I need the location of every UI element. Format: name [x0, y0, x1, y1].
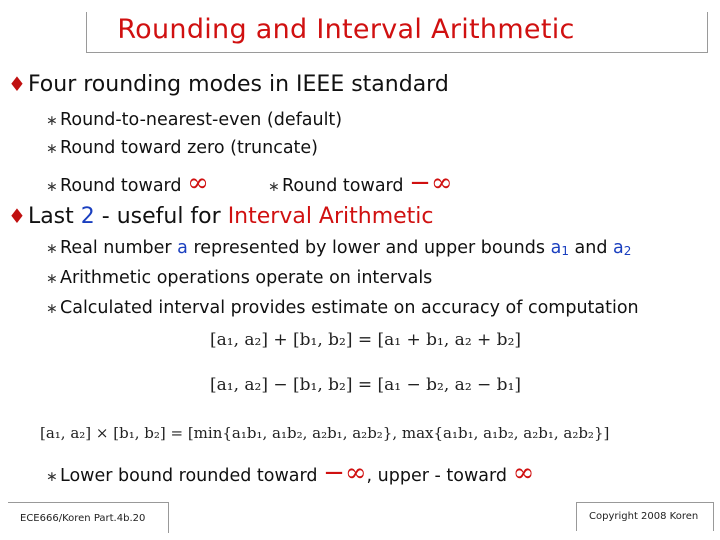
asterisk-bullet-icon: ∗: [46, 301, 58, 317]
bullet-interval-arithmetic: [8, 204, 434, 229]
sub-bullet-toward-zero: [46, 138, 318, 158]
bullet-rounding-modes: [8, 72, 449, 97]
variable-a2: [613, 238, 631, 258]
var-subscript: 2: [623, 244, 632, 258]
footer-course-id: [8, 502, 169, 533]
diamond-bullet-icon: ♦: [8, 204, 26, 228]
text-part: and: [574, 238, 608, 258]
sub-bullet-rounding-bounds: [46, 458, 534, 488]
sub-bullet-text: Round toward: [60, 176, 182, 196]
asterisk-bullet-icon: ∗: [268, 179, 280, 195]
sub-bullet-real-number: [46, 238, 631, 258]
bullet-prefix: Last: [27, 204, 74, 229]
sub-bullet-estimate: [46, 298, 639, 318]
formula-multiplication: [a₁, a₂] × [b₁, b₂] = [min{a₁b₁, a₁b₂, a₂b₁, a₂b₂}, max{a₁b₁, a₁b₂, a₂b₁, a₂b₂}]: [40, 424, 610, 442]
infinity-symbol: ∞: [512, 458, 535, 488]
sub-bullet-text: Round-to-nearest-even (default): [60, 110, 343, 130]
asterisk-bullet-icon: ∗: [46, 113, 58, 129]
asterisk-bullet-icon: ∗: [46, 179, 58, 195]
variable-a: a: [177, 238, 188, 258]
var-subscript: 1: [561, 244, 569, 258]
highlight-term: Interval Arithmetic: [227, 204, 434, 229]
slide-title: Rounding and Interval Arithmetic: [117, 14, 575, 45]
footer-copyright: [576, 502, 714, 531]
infinity-symbol: ∞: [187, 168, 209, 198]
sub-bullet-text: Calculated interval provides estimate on accuracy of computation: [60, 298, 639, 318]
asterisk-bullet-icon: ∗: [46, 241, 58, 257]
formula-addition: [a₁, a₂] + [b₁, b₂] = [a₁ + b₁, a₂ + b₂]: [210, 330, 522, 350]
formula-subtraction: [a₁, a₂] − [b₁, b₂] = [a₁ − b₂, a₂ − b₁]: [210, 375, 522, 395]
sub-bullet-nearest-even: [46, 110, 342, 130]
text-part: , upper - toward: [366, 466, 507, 486]
sub-bullet-text: Round toward: [282, 176, 404, 196]
var-letter: a: [550, 238, 562, 258]
sub-bullet-toward-pos-inf: [46, 168, 209, 198]
sub-bullet-operations: [46, 268, 432, 288]
text-part: Lower bound rounded toward: [60, 466, 318, 486]
text-part: Real number: [60, 238, 172, 258]
neg-infinity-symbol: −∞: [409, 168, 453, 198]
variable-a1: [551, 238, 569, 258]
footer-right-text: Copyright 2008 Koren: [589, 511, 699, 522]
asterisk-bullet-icon: ∗: [46, 141, 58, 157]
asterisk-bullet-icon: ∗: [46, 469, 58, 485]
bullet-middle: - useful for: [101, 204, 221, 229]
neg-infinity-symbol: −∞: [323, 458, 367, 488]
diamond-bullet-icon: ♦: [8, 72, 26, 96]
sub-bullet-text: Arithmetic operations operate on intervals: [60, 268, 433, 288]
sub-bullet-text: Round toward zero (truncate): [60, 138, 318, 158]
asterisk-bullet-icon: ∗: [46, 271, 58, 287]
sub-bullet-toward-neg-inf: [268, 168, 453, 198]
highlight-number: 2: [80, 204, 95, 229]
bullet-text: Four rounding modes in IEEE standard: [27, 72, 449, 97]
text-part: represented by lower and upper bounds: [193, 238, 545, 258]
footer-left-text: ECE666/Koren Part.4b.20: [20, 513, 146, 524]
var-letter: a: [613, 238, 624, 258]
